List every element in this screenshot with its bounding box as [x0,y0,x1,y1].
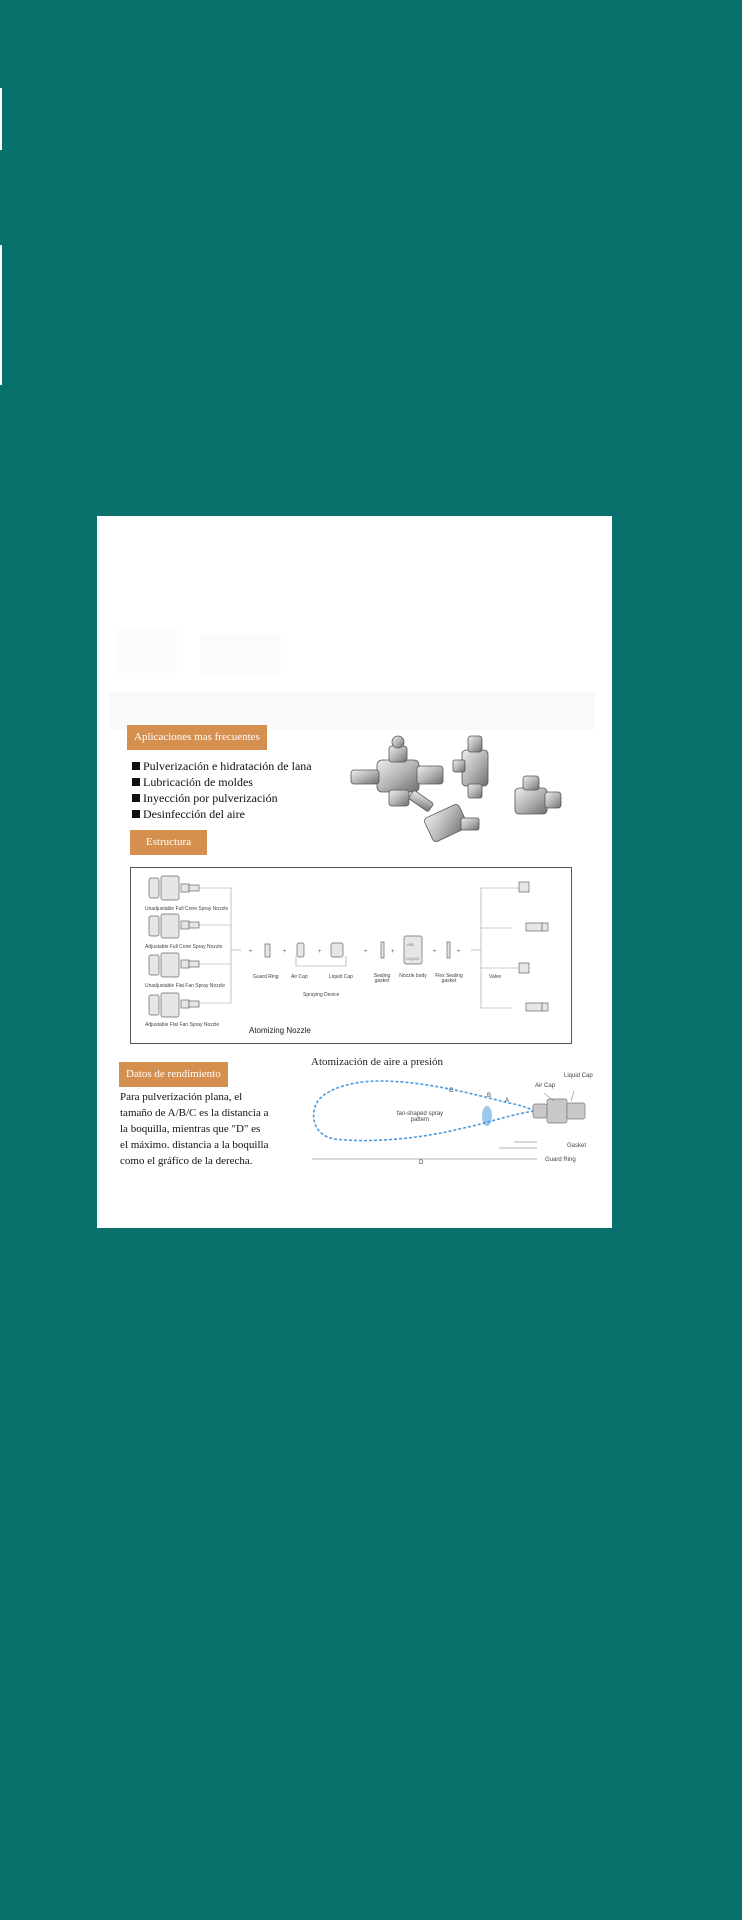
list-item: Lubricación de moldes [132,774,312,790]
svg-text:+: + [433,949,437,955]
atomization-diagram [309,1071,599,1171]
bullet-icon [132,762,140,770]
guard-ring-label: Guard Ring [545,1157,576,1163]
performance-line: como el gráfico de la derecha. [120,1155,253,1167]
label-a: A [505,1098,510,1104]
faint-block [117,629,177,673]
label-b: B [487,1093,492,1099]
part-label: Air Cap [291,974,308,980]
bullet-icon [132,810,140,818]
svg-text:+: + [283,949,287,955]
structure-title: Estructura [130,830,207,855]
spray-pattern-label: fan-shaped spray pattern [396,1111,444,1123]
part-label: Valve [489,974,502,980]
svg-text:+: + [318,949,322,955]
liquid-cap-label: Liquid Cap [564,1073,593,1079]
nozzle-label: Adjustable Full Cone Spray Nozzle [145,944,223,950]
applications-title: Aplicaciones mas frecuentes [127,725,267,750]
bullet-icon [132,794,140,802]
performance-line: la boquilla, mientras que "D" es [120,1123,261,1135]
performance-line: tamaño de A/B/C es la distancia a [120,1107,269,1119]
part-label: Nozzle body [399,973,427,979]
nozzle-label: Unadjustable Full Cone Spray Nozzle [145,906,229,912]
gasket-label: Gasket [567,1143,587,1149]
performance-line: Para pulverización plana, el [120,1091,243,1103]
part-label: Flex Sealing gasket [435,973,463,984]
list-item: Inyección por pulverización [132,790,312,806]
svg-text:+: + [249,949,253,955]
part-label: Liquid Cap [329,974,353,980]
performance-line: el máximo. distancia a la boquilla [120,1139,269,1151]
atomization-title: Atomización de aire a presión [311,1056,443,1068]
label-d: D [419,1160,424,1166]
svg-text:LIQUID: LIQUID [406,956,420,961]
edge-mark-bottom [0,245,2,385]
list-item: Pulverización e hidratación de lana [132,758,312,774]
part-label: Spraying Device [303,992,340,998]
faint-block [201,634,281,674]
structure-diagram [130,867,572,1044]
bullet-icon [132,778,140,786]
svg-text:+: + [391,949,395,955]
list-item: Desinfección del aire [132,806,312,822]
nozzle-label: Unadjustable Flat Fan Spray Nozzle [145,983,226,989]
performance-description [120,1089,292,1169]
part-label: Guard Ring [253,974,279,980]
part-label: Sealing gasket [373,973,391,984]
performance-title: Datos de rendimiento [119,1062,228,1087]
applications-list [132,758,312,822]
air-cap-label: Air Cap [535,1083,556,1089]
edge-mark-top [0,88,2,150]
svg-text:+: + [457,949,461,955]
product-card [97,516,612,1228]
svg-text:AIR: AIR [407,942,414,947]
nozzle-label: Adjustable Flat Fan Spray Nozzle [145,1022,220,1028]
svg-text:+: + [364,949,368,955]
structure-caption: Atomizing Nozzle [249,1026,311,1035]
spray-pattern-drawing [309,1071,599,1171]
structure-drawing [131,868,571,1043]
nozzle-product-photo [329,730,599,860]
label-c: C [449,1088,454,1094]
